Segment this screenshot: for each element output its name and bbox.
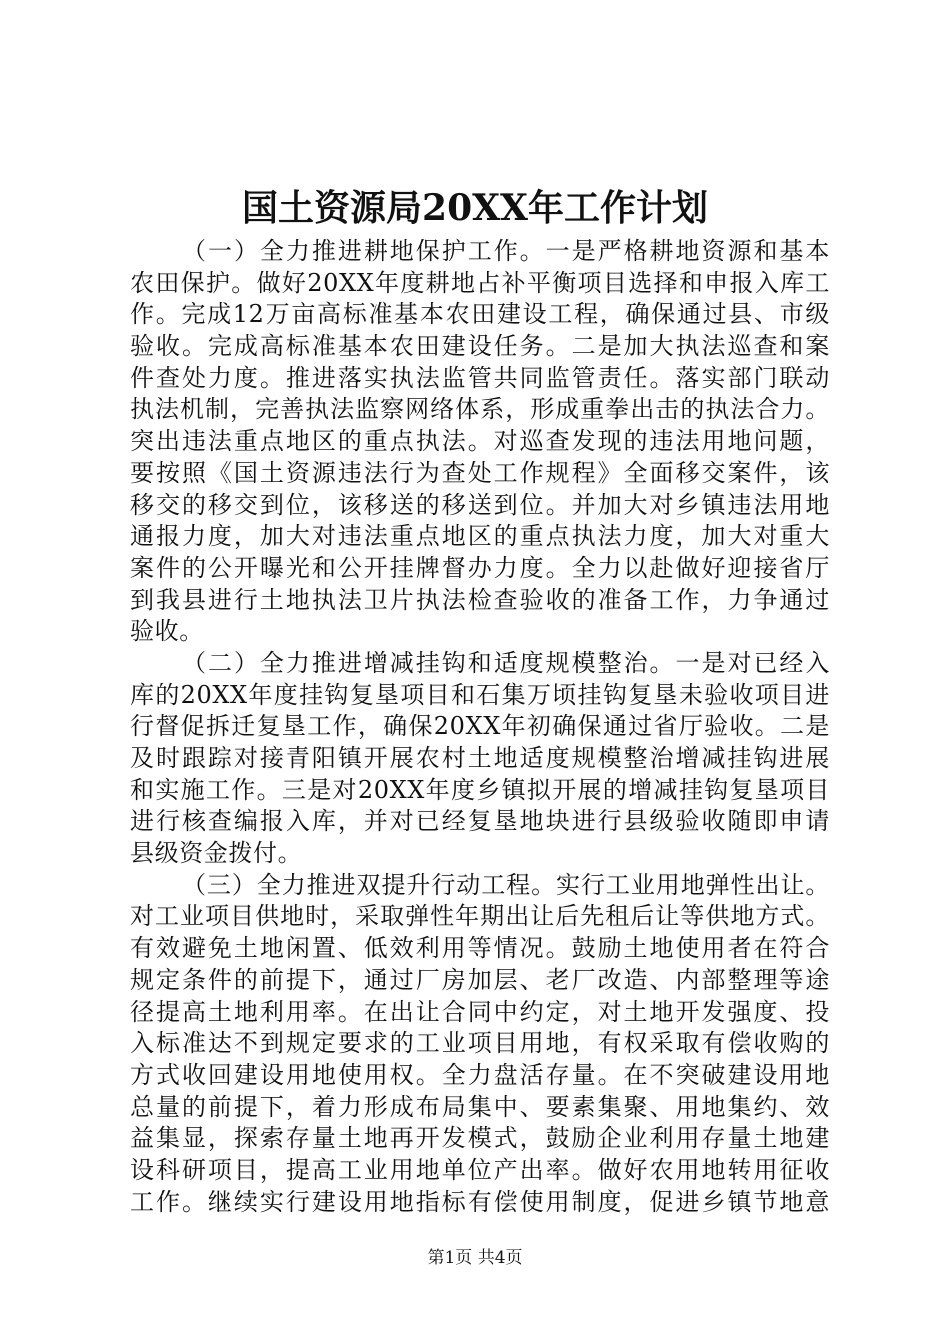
- text-line: 执法机制，完善执法监察网络体系，形成重拳出击的执法合力。: [130, 395, 830, 424]
- text-line: 有效避免土地闲置、低效利用等情况。鼓励土地使用者在符合: [130, 934, 830, 963]
- text-line: 突出违法重点地区的重点执法。对巡查发现的违法用地问题，: [130, 427, 830, 456]
- text-line: 和实施工作。三是对20XX年度乡镇拟开展的增减挂钩复垦项目: [130, 775, 830, 804]
- text-line: 规定条件的前提下，通过厂房加层、老厂改造、内部整理等途: [130, 965, 830, 994]
- text-line: 径提高土地利用率。在出让合同中约定，对土地开发强度、投: [130, 997, 830, 1026]
- text-line: 验收。完成高标准基本农田建设任务。二是加大执法巡查和案: [130, 332, 830, 361]
- text-line: 作。完成12万亩高标准基本农田建设工程，确保通过县、市级: [130, 300, 830, 329]
- text-line: 进行核查编报入库，并对已经复垦地块进行县级验收随即申请: [130, 807, 830, 836]
- text-line: 设科研项目，提高工业用地单位产出率。做好农用地转用征收: [130, 1155, 830, 1184]
- text-line: 验收。: [130, 617, 204, 646]
- page-footer: 第1页 共4页: [427, 1248, 523, 1268]
- text-line: 对工业项目供地时，采取弹性年期出让后先租后让等供地方式。: [130, 902, 830, 931]
- text-line: 案件的公开曝光和公开挂牌督办力度。全力以赴做好迎接省厅: [130, 553, 830, 582]
- text-line: 工作。继续实行建设用地指标有偿使用制度，促进乡镇节地意: [130, 1187, 830, 1216]
- text-line: 县级资金拨付。: [130, 839, 303, 868]
- text-line: 移交的移交到位，该移送的移送到位。并加大对乡镇违法用地: [130, 490, 830, 519]
- text-line: 入标准达不到规定要求的工业项目用地，有权采取有偿收购的: [130, 1029, 830, 1058]
- text-line: 益集显，探索存量土地再开发模式，鼓励企业利用存量土地建: [130, 1124, 830, 1153]
- text-line: （二）全力推进增减挂钩和适度规模整治。一是对已经入: [182, 648, 830, 677]
- text-line: 方式收回建设用地使用权。全力盘活存量。在不突破建设用地: [130, 1060, 830, 1089]
- text-line: （三）全力推进双提升行动工程。实行工业用地弹性出让。: [182, 870, 830, 899]
- text-line: 行督促拆迁复垦工作，确保20XX年初确保通过省厅验收。二是: [130, 712, 830, 741]
- document-body: [130, 236, 830, 1218]
- text-line: 库的20XX年度挂钩复垦项目和石集万顷挂钩复垦未验收项目进: [130, 680, 830, 709]
- text-line: （一）全力推进耕地保护工作。一是严格耕地资源和基本: [182, 237, 830, 265]
- text-line: 及时跟踪对接青阳镇开展农村土地适度规模整治增减挂钩进展: [130, 744, 830, 772]
- text-line: 到我县进行土地执法卫片执法检查验收的准备工作，力争通过: [130, 585, 830, 614]
- text-line: 通报力度，加大对违法重点地区的重点执法力度，加大对重大: [130, 522, 830, 551]
- text-line: 件查处力度。推进落实执法监管共同监管责任。落实部门联动: [130, 363, 830, 392]
- text-line: 农田保护。做好20XX年度耕地占补平衡项目选择和申报入库工: [130, 268, 830, 297]
- text-line: 总量的前提下，着力形成布局集中、要素集聚、用地集约、效: [130, 1092, 830, 1121]
- text-line: 要按照《国土资源违法行为查处工作规程》全面移交案件，该: [130, 458, 830, 487]
- document-title: 国土资源局20XX年工作计划: [242, 187, 708, 229]
